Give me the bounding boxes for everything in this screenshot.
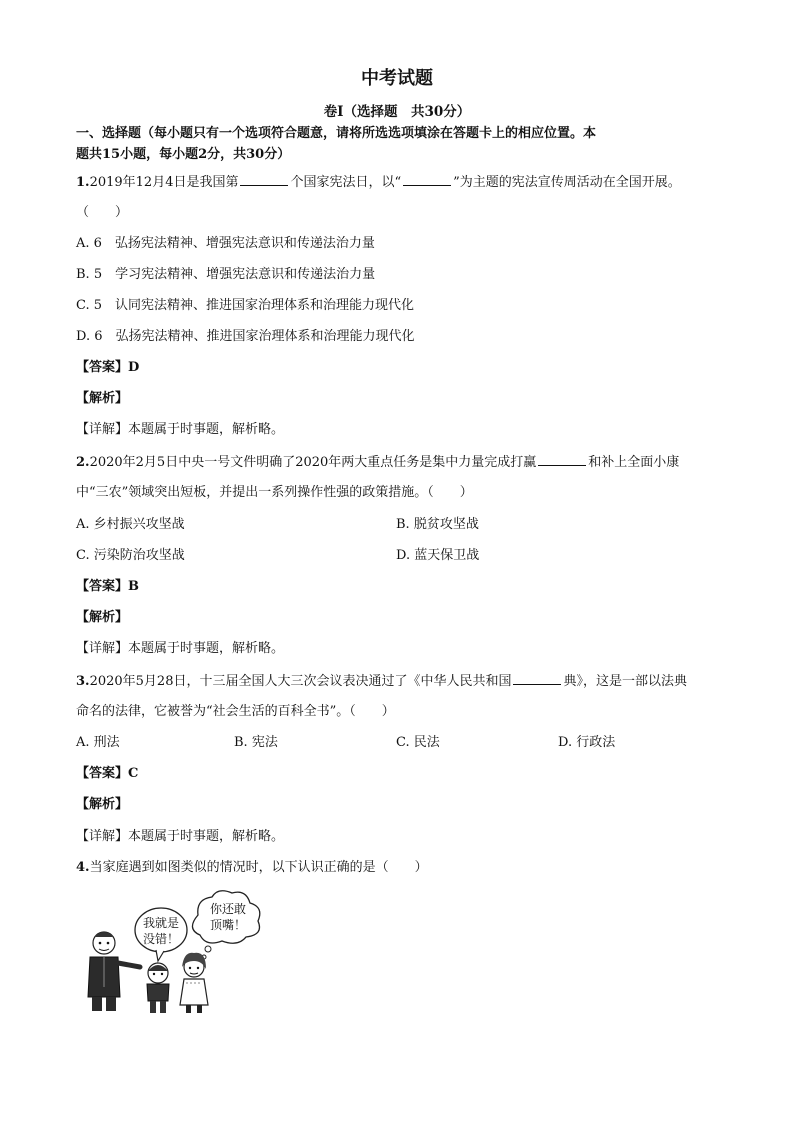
- thought-dot: [205, 946, 211, 952]
- analysis-label: 【解析】: [76, 797, 129, 812]
- detail-text: 【详解】本题属于时事题，解析略。: [76, 829, 285, 844]
- answer-label: 【答案】: [76, 579, 129, 594]
- page-title: 中考试题: [361, 68, 433, 89]
- question-1-option-a: A. 6 弘扬宪法精神、增强宪法意识和传递法治力量: [76, 236, 375, 251]
- question-2-option-a: A. 乡村振兴攻坚战: [76, 517, 185, 532]
- answer-value: C: [128, 766, 139, 781]
- cartoon-illustration: [78, 887, 278, 1017]
- answer-value: D: [128, 360, 140, 375]
- question-3-option-b: B. 宪法: [234, 735, 278, 750]
- question-1-answer: [76, 360, 139, 376]
- question-2-stem: [76, 454, 679, 471]
- section-subtitle: 卷Ⅰ（选择题 共30分）: [323, 104, 471, 120]
- question-3-number: 3.: [76, 674, 90, 689]
- question-3-option-d: D. 行政法: [558, 735, 616, 750]
- bubble-left-line2: 没错！: [142, 932, 180, 946]
- mother-figure: [180, 953, 208, 1013]
- question-1-text-b: 个国家宪法日，以“: [290, 175, 402, 190]
- question-3-text-a: 2020年5月28日，十三届全国人大三次会议表决通过了《中华人民共和国: [89, 674, 512, 689]
- question-2-option-d: D. 蓝天保卫战: [396, 548, 480, 563]
- question-2-answer: [76, 579, 139, 595]
- question-2-number: 2.: [76, 455, 90, 470]
- question-3-answer: [76, 766, 138, 782]
- blank-line: [240, 174, 288, 186]
- question-1-text-c: ”为主题的宪法宣传周活动在全国开展。: [453, 175, 681, 190]
- question-4-text: 当家庭遇到如图类似的情况时，以下认识正确的是（ ）: [89, 860, 428, 875]
- answer-label: 【答案】: [76, 360, 129, 375]
- blank-line: [403, 174, 451, 186]
- answer-value: B: [128, 579, 140, 594]
- detail-text: 【详解】本题属于时事题，解析略。: [76, 422, 285, 437]
- question-2-option-b: B. 脱贫攻坚战: [396, 517, 479, 532]
- question-2-option-c: C. 污染防治攻坚战: [76, 548, 185, 563]
- analysis-label: 【解析】: [76, 610, 129, 625]
- section-instructions-line2: 题共15小题，每小题2分，共30分）: [76, 147, 291, 162]
- question-4-number: 4.: [76, 860, 90, 875]
- question-1-paren: （ ）: [76, 205, 129, 220]
- question-2-text-a: 2020年2月5日中央一号文件明确了2020年两大重点任务是集中力量完成打赢: [89, 455, 537, 470]
- question-3-option-c: C. 民法: [396, 735, 440, 750]
- blank-line: [538, 454, 586, 466]
- question-3-line2: 命名的法律，它被誉为“社会生活的百科全书”。（ ）: [76, 704, 395, 719]
- speech-bubble-right: [192, 891, 259, 944]
- question-1-text-a: 2019年12月4日是我国第: [89, 175, 239, 190]
- detail-text: 【详解】本题属于时事题，解析略。: [76, 641, 285, 656]
- bubble-left-line1: 我就是: [142, 916, 180, 930]
- bubble-right-line1: 你还敢: [209, 902, 247, 916]
- speech-bubble-tail: [156, 950, 164, 961]
- blank-line: [513, 673, 561, 685]
- bubble-right-line2: 顶嘴！: [209, 918, 247, 932]
- question-3-option-a: A. 刑法: [76, 735, 120, 750]
- question-2-line2: 中“三农”领域突出短板，并提出一系列操作性强的政策措施。（ ）: [76, 485, 473, 500]
- child-figure: [147, 963, 169, 1013]
- question-1-option-d: D. 6 弘扬宪法精神、推进国家治理体系和治理能力现代化: [76, 329, 415, 344]
- question-4-stem: [76, 860, 428, 876]
- question-3-stem: [76, 673, 687, 690]
- question-1-option-c: C. 5 认同宪法精神、推进国家治理体系和治理能力现代化: [76, 298, 415, 313]
- question-2-text-b: 和补上全面小康: [588, 455, 680, 470]
- question-1-number: 1.: [76, 175, 90, 190]
- question-3-text-b: 典》，这是一部以法典: [563, 674, 687, 689]
- answer-label: 【答案】: [76, 766, 129, 781]
- father-figure: [88, 932, 140, 1011]
- question-1-stem: [76, 174, 681, 191]
- section-instructions-line1: 一、选择题（每小题只有一个选项符合题意，请将所选选项填涂在答题卡上的相应位置。本: [76, 126, 597, 141]
- analysis-label: 【解析】: [76, 391, 129, 406]
- question-1-option-b: B. 5 学习宪法精神、增强宪法意识和传递法治力量: [76, 267, 376, 282]
